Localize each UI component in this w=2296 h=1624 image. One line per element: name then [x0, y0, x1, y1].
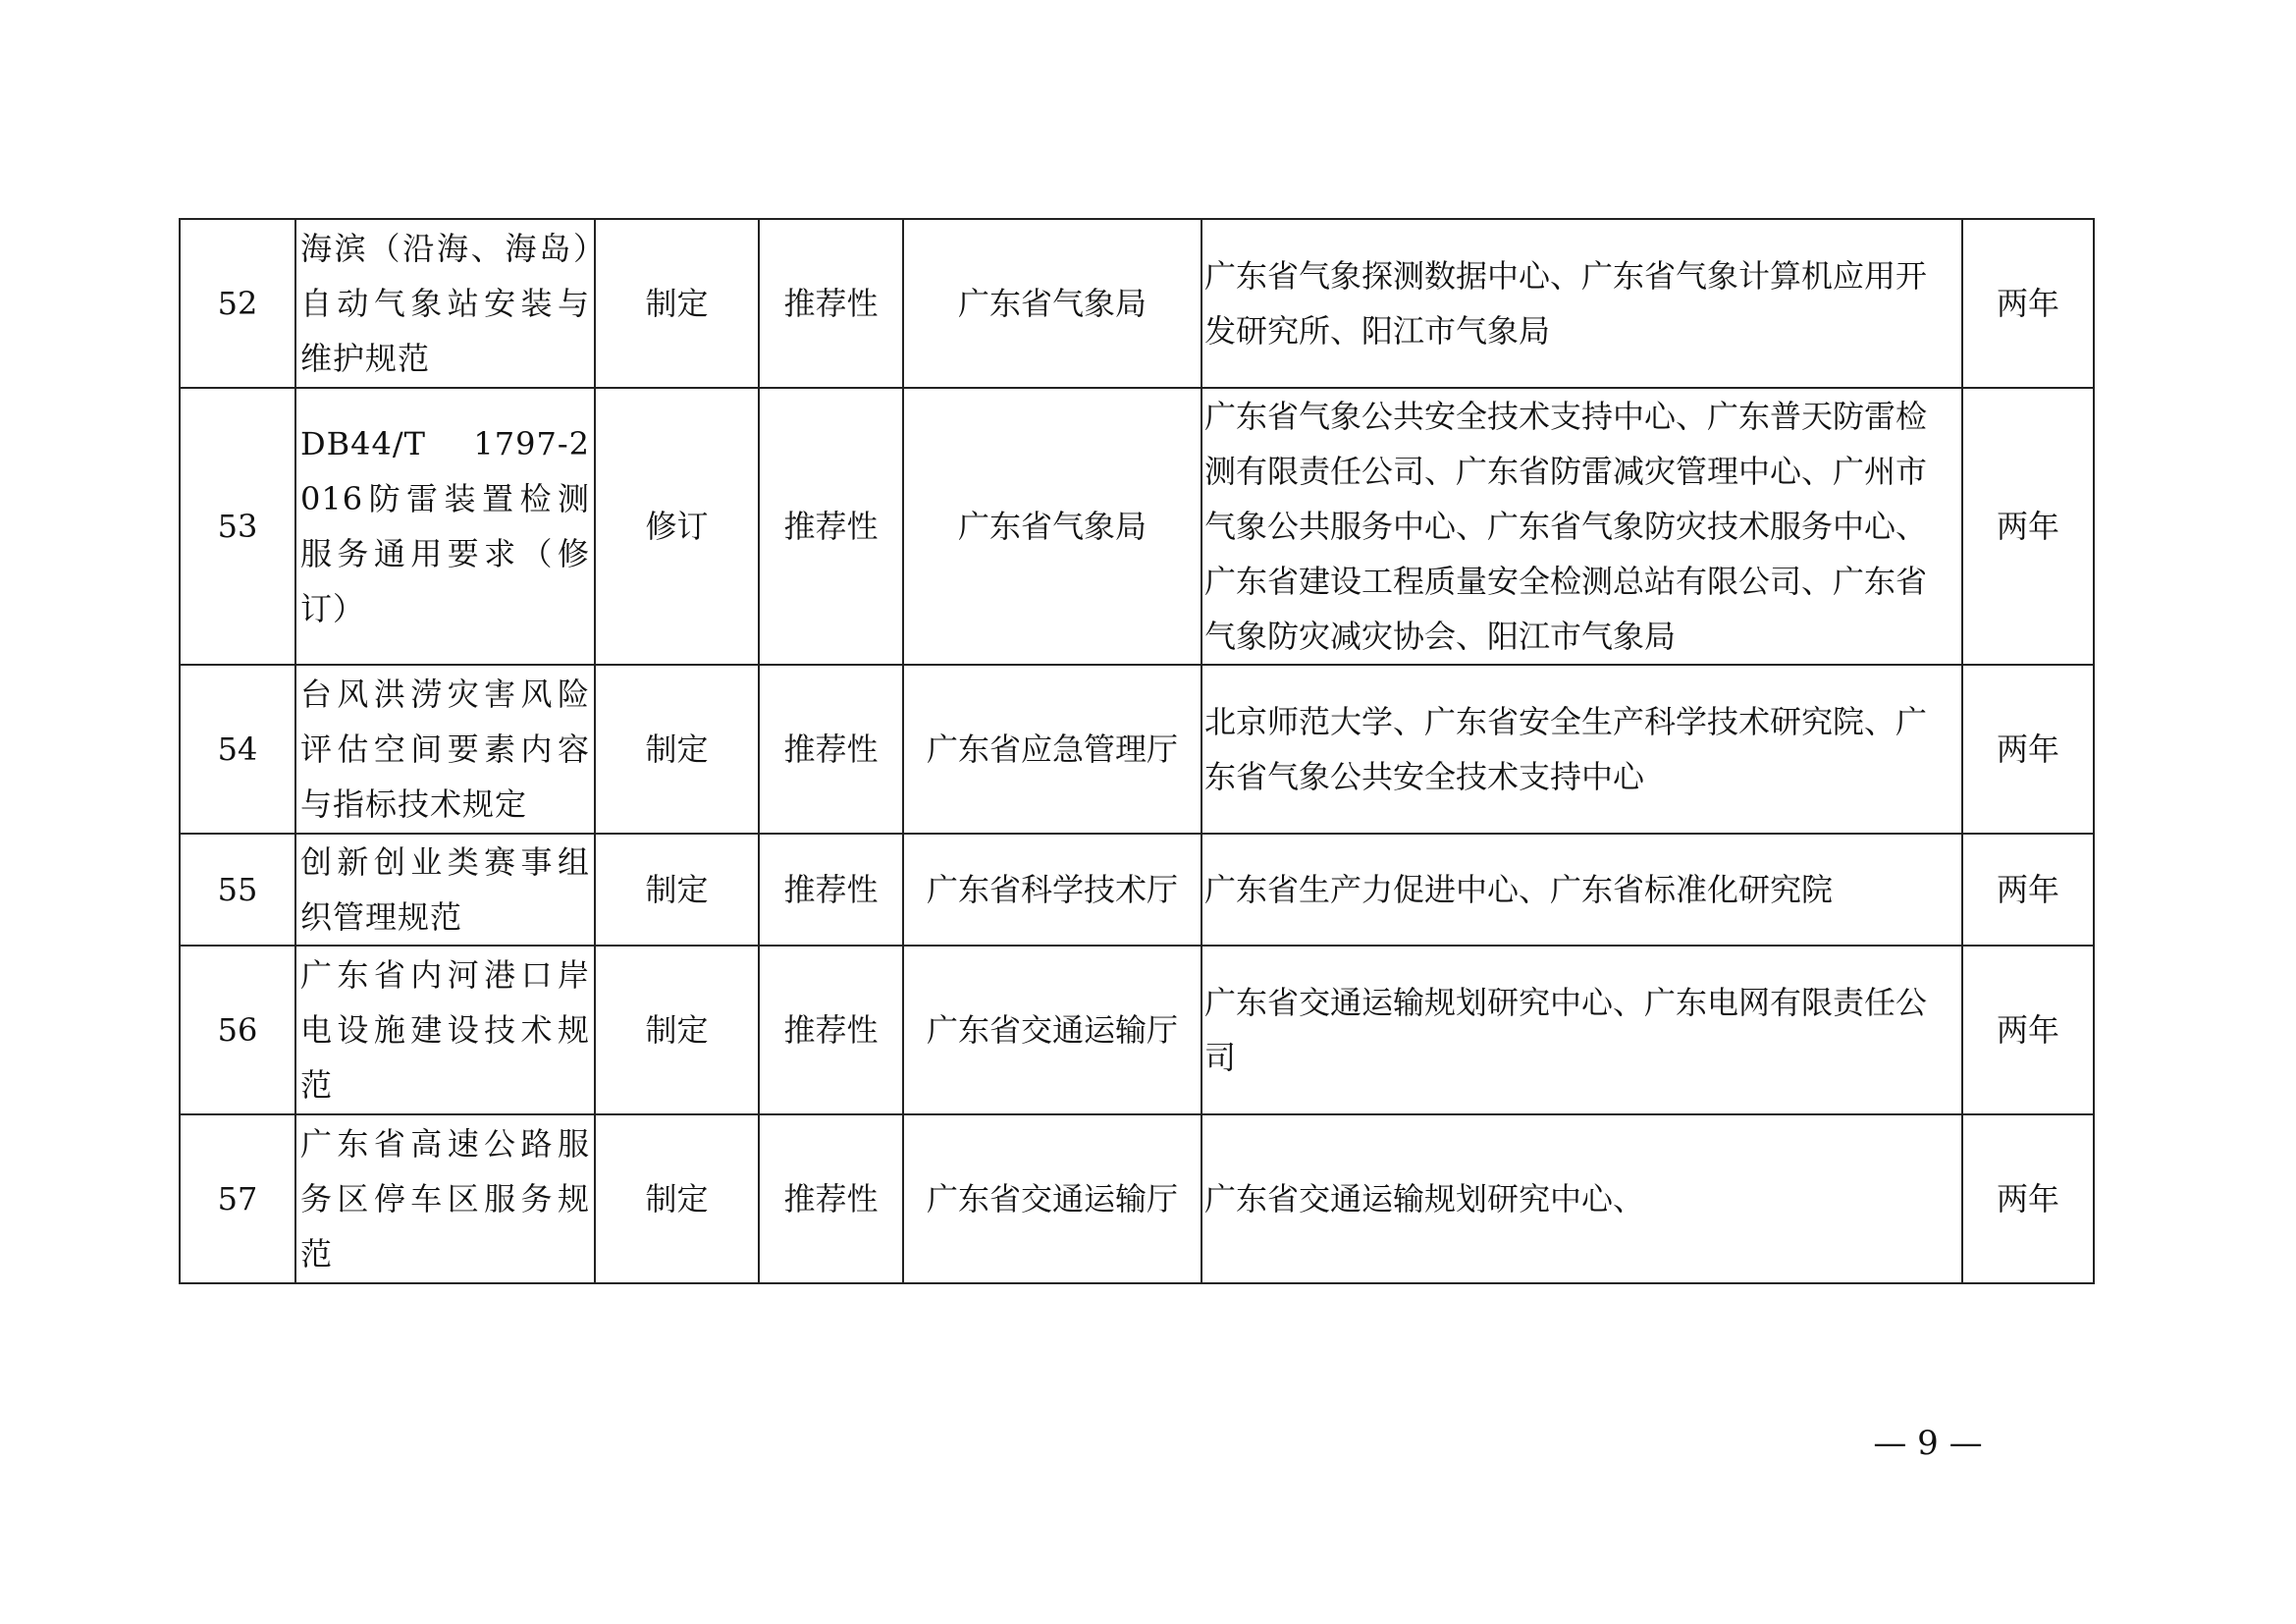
row-number: 52 — [180, 219, 295, 388]
drafting-units: 广东省生产力促进中心、广东省标准化研究院 — [1201, 834, 1962, 946]
completion-period: 两年 — [1962, 665, 2094, 834]
standard-nature: 推荐性 — [759, 834, 903, 946]
row-number: 53 — [180, 388, 295, 665]
standards-table — [179, 218, 2095, 1284]
completion-period: 两年 — [1962, 834, 2094, 946]
completion-period: 两年 — [1962, 388, 2094, 665]
standard-nature: 推荐性 — [759, 388, 903, 665]
drafting-units: 广东省气象公共安全技术支持中心、广东普天防雷检测有限责任公司、广东省防雷减灾管理中心、广州市气象公共服务中心、广东省气象防灾技术服务中心、广东省建设工程质量安全检测总站有限公司、广东省气象防灾减灾协会、阳江市气象局 — [1201, 388, 1962, 665]
row-number: 54 — [180, 665, 295, 834]
standard-name: 台风洪涝灾害风险评估空间要素内容与指标技术规定 — [295, 665, 595, 834]
standard-nature: 推荐性 — [759, 1114, 903, 1283]
project-type: 制定 — [595, 219, 759, 388]
project-type: 制定 — [595, 834, 759, 946]
page-number: — 9 — — [1873, 1424, 1983, 1463]
table-row — [180, 1114, 2094, 1283]
table-row — [180, 388, 2094, 665]
completion-period: 两年 — [1962, 1114, 2094, 1283]
row-number: 55 — [180, 834, 295, 946]
table-row — [180, 946, 2094, 1114]
completion-period: 两年 — [1962, 219, 2094, 388]
responsible-department: 广东省气象局 — [903, 388, 1201, 665]
drafting-units: 广东省气象探测数据中心、广东省气象计算机应用开发研究所、阳江市气象局 — [1201, 219, 1962, 388]
row-number: 57 — [180, 1114, 295, 1283]
responsible-department: 广东省应急管理厅 — [903, 665, 1201, 834]
table-row — [180, 219, 2094, 388]
standard-name: 广东省内河港口岸电设施建设技术规范 — [295, 946, 595, 1114]
standard-nature: 推荐性 — [759, 665, 903, 834]
row-number: 56 — [180, 946, 295, 1114]
standard-name: 创新创业类赛事组织管理规范 — [295, 834, 595, 946]
standard-name: 广东省高速公路服务区停车区服务规范 — [295, 1114, 595, 1283]
completion-period: 两年 — [1962, 946, 2094, 1114]
project-type: 制定 — [595, 665, 759, 834]
drafting-units: 北京师范大学、广东省安全生产科学技术研究院、广东省气象公共安全技术支持中心 — [1201, 665, 1962, 834]
standard-name: DB44/T 1797-2016防雷装置检测服务通用要求（修订） — [295, 388, 595, 665]
table-row — [180, 665, 2094, 834]
responsible-department: 广东省科学技术厅 — [903, 834, 1201, 946]
project-type: 制定 — [595, 946, 759, 1114]
table-row — [180, 834, 2094, 946]
responsible-department: 广东省交通运输厅 — [903, 946, 1201, 1114]
standard-name: 海滨（沿海、海岛）自动气象站安装与维护规范 — [295, 219, 595, 388]
responsible-department: 广东省气象局 — [903, 219, 1201, 388]
responsible-department: 广东省交通运输厅 — [903, 1114, 1201, 1283]
standard-nature: 推荐性 — [759, 219, 903, 388]
project-type: 修订 — [595, 388, 759, 665]
project-type: 制定 — [595, 1114, 759, 1283]
standard-nature: 推荐性 — [759, 946, 903, 1114]
drafting-units: 广东省交通运输规划研究中心、 — [1201, 1114, 1962, 1283]
drafting-units: 广东省交通运输规划研究中心、广东电网有限责任公司 — [1201, 946, 1962, 1114]
